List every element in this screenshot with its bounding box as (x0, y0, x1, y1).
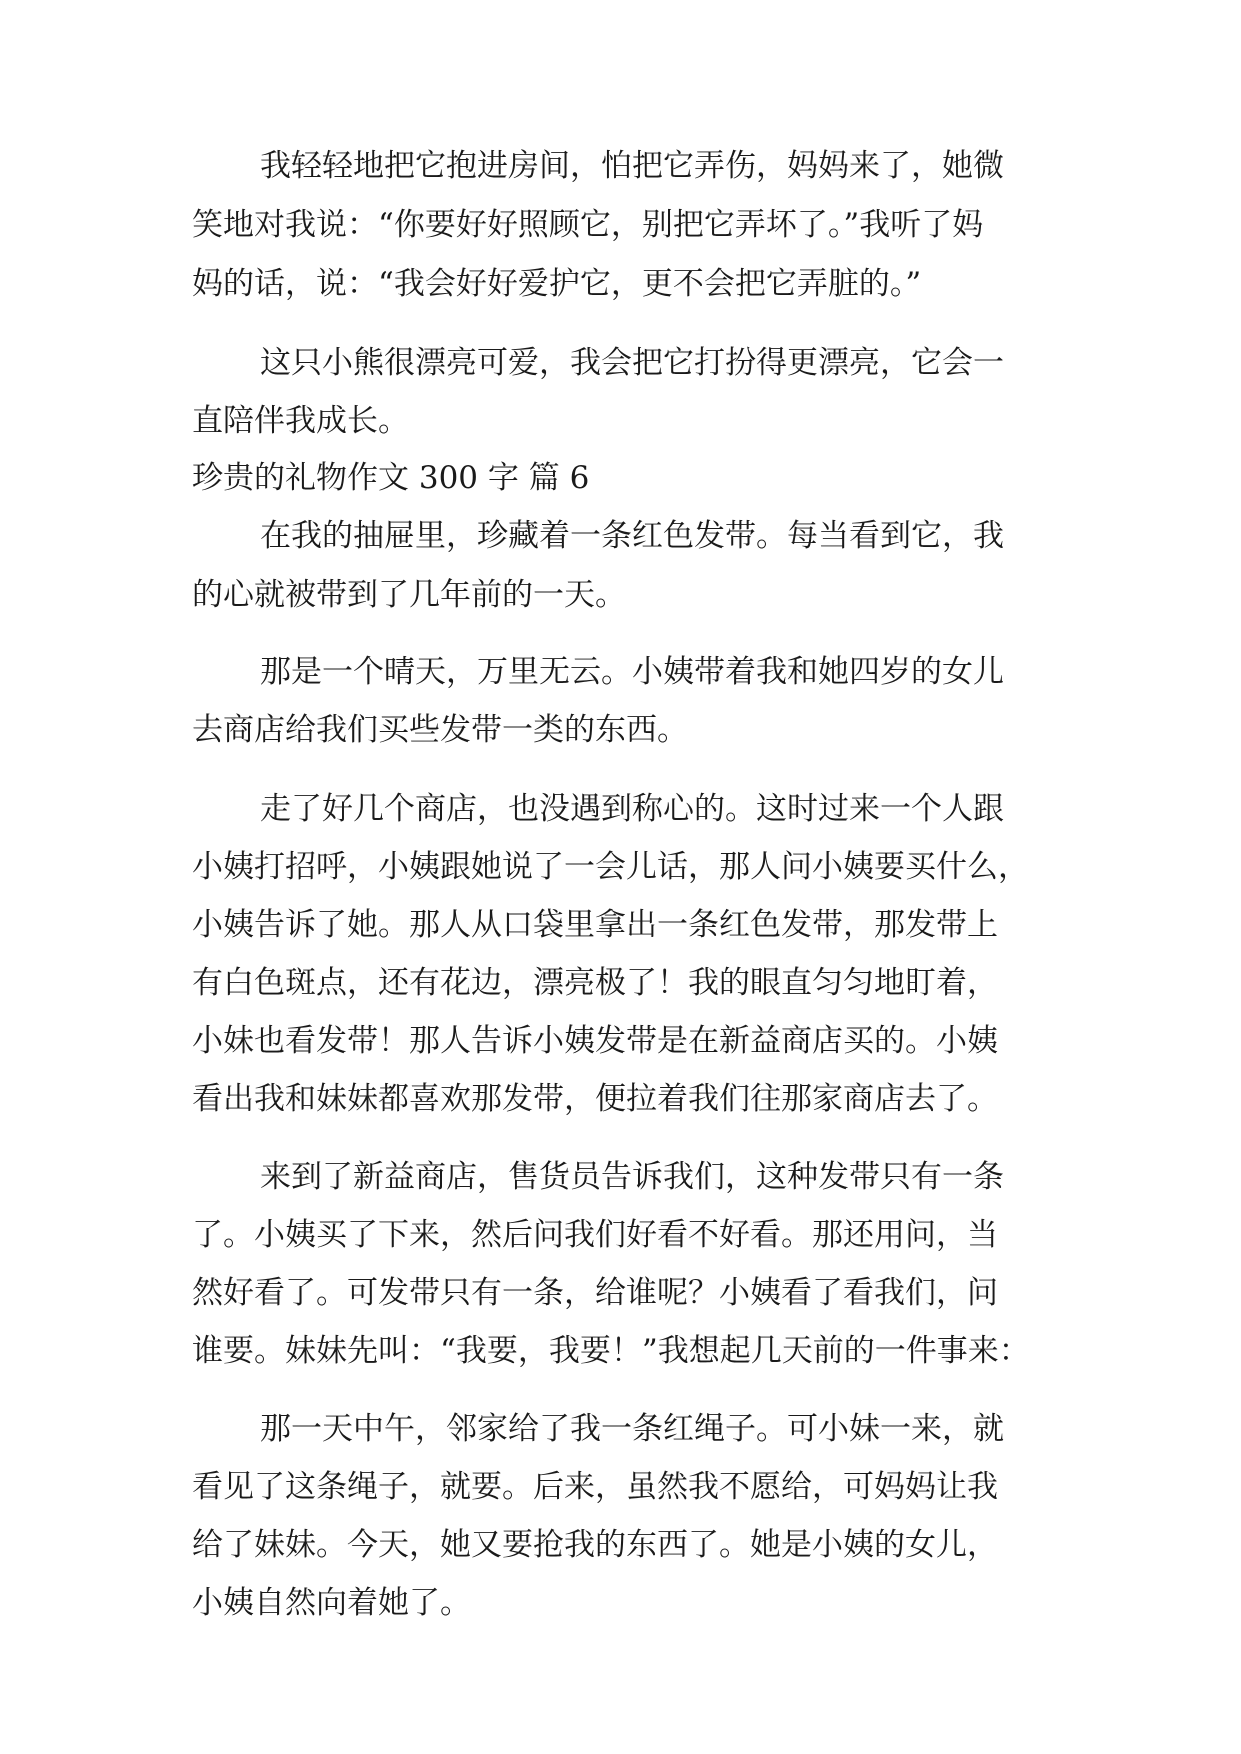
paragraph-line: 谁要。妹妹先叫：“我要，我要！”我想起几天前的一件事来： (192, 1333, 1030, 1369)
paragraph-line: 这只小熊很漂亮可爱，我会把它打扮得更漂亮，它会一 (260, 345, 1004, 381)
paragraph-line: 那是一个晴天，万里无云。小姨带着我和她四岁的女儿 (260, 654, 1004, 690)
paragraph-line: 小姨告诉了她。那人从口袋里拿出一条红色发带，那发带上 (192, 907, 998, 943)
paragraph-line: 走了好几个商店，也没遇到称心的。这时过来一个人跟 (260, 791, 1004, 827)
paragraph-line: 直陪伴我成长。 (192, 403, 409, 439)
paragraph-line: 看出我和妹妹都喜欢那发带，便拉着我们往那家商店去了。 (192, 1081, 998, 1117)
paragraph-line: 我轻轻地把它抱进房间，怕把它弄伤，妈妈来了，她微 (260, 148, 1004, 184)
paragraph-line: 来到了新益商店，售货员告诉我们，这种发带只有一条 (260, 1159, 1004, 1195)
paragraph-line: 给了妹妹。今天，她又要抢我的东西了。她是小姨的女儿， (192, 1527, 998, 1563)
paragraph-line: 看见了这条绳子，就要。后来，虽然我不愿给，可妈妈让我 (192, 1469, 998, 1505)
paragraph-line: 小妹也看发带！那人告诉小姨发带是在新益商店买的。小姨 (192, 1023, 998, 1059)
paragraph-line: 笑地对我说：“你要好好照顾它，别把它弄坏了。”我听了妈 (192, 207, 984, 243)
paragraph-line: 小姨自然向着她了。 (192, 1585, 471, 1621)
paragraph-line: 然好看了。可发带只有一条，给谁呢？小姨看了看我们，问 (192, 1275, 998, 1311)
paragraph-line: 去商店给我们买些发带一类的东西。 (192, 712, 688, 748)
paragraph-line: 有白色斑点，还有花边，漂亮极了！我的眼直匀匀地盯着， (192, 965, 998, 1001)
paragraph-line: 了。小姨买了下来，然后问我们好看不好看。那还用问，当 (192, 1217, 998, 1253)
paragraph-line: 妈的话，说：“我会好好爱护它，更不会把它弄脏的。” (192, 266, 922, 302)
paragraph-line: 那一天中午，邻家给了我一条红绳子。可小妹一来，就 (260, 1411, 1004, 1447)
section-heading: 珍贵的礼物作文 300 字 篇 6 (192, 460, 590, 496)
paragraph-line: 的心就被带到了几年前的一天。 (192, 577, 626, 613)
paragraph-line: 在我的抽屉里，珍藏着一条红色发带。每当看到它，我 (260, 518, 1004, 554)
paragraph-line: 小姨打招呼，小姨跟她说了一会儿话，那人问小姨要买什么， (192, 849, 1029, 885)
